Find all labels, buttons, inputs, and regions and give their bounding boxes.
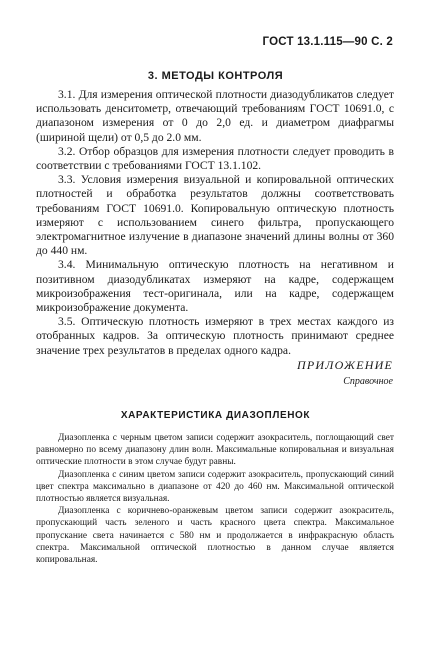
- characteristics-paragraph-brown-orange: Диазопленка с коричнево-оранжевым цветом записи содержит азокраситель, пропускающий часть зеленого и часть красного цвета спектра. Максимальное пропускание света начинается с 580 нм и продолжается в инфракрасную область спектра. Максимальной оптической плотностью в данном случае является копировальная.: [36, 506, 394, 566]
- paragraph-3-4: 3.4. Минимальную оптическую плотность на негативном и позитивном диазодубликатах измеряют на кадре, содержащем микроизображения тест-оригинала, или на кадре, содержащем микроизображение документа.: [36, 258, 394, 315]
- characteristics-paragraph-black: Диазопленка с черным цветом записи содержит азокраситель, поглощающий свет равномерно по всему диапазону длин волн. Максимальные копировальная и визуальная оптические плотности в этом случае будут равны.: [36, 433, 394, 468]
- page-header-code: ГОСТ 13.1.115—90 С. 2: [262, 36, 393, 48]
- paragraph-3-3: 3.3. Условия измерения визуальной и копировальной оптических плотностей и обработка результатов должны соответствовать требованиям ГОСТ 10691.0. Копировальную оптическую плотность измеряют с использованием синего фильтра, пропускающего электромагнитное излучение в диапазоне значений длины волны от 360 до 440 нм.: [36, 173, 394, 258]
- characteristics-paragraph-blue: Диазопленка с синим цветом записи содержит азокраситель, пропускающий синий цвет спектра максимально в диапазоне от 420 до 460 нм. Максимальной оптической плотностью является визуальная.: [36, 469, 394, 505]
- section-body: [36, 88, 394, 358]
- section-title: 3. МЕТОДЫ КОНТРОЛЯ: [147, 70, 284, 82]
- characteristics-title: ХАРАКТЕРИСТИКА ДИАЗОПЛЕНОК: [120, 410, 311, 421]
- paragraph-3-2: 3.2. Отбор образцов для измерения плотности следует проводить в соответствии с требованиями ГОСТ 13.1.102.: [36, 144, 394, 173]
- appendix-title: ПРИЛОЖЕНИЕ: [297, 358, 393, 372]
- paragraph-3-5: 3.5. Оптическую плотность измеряют в трех местах каждого из отобранных кадров. За оптическую плотность принимают среднее значение трех результатов в пределах одного кадра.: [36, 315, 394, 357]
- characteristics-body: [36, 432, 394, 566]
- paragraph-3-1: 3.1. Для измерения оптической плотности диазодубликатов следует использовать денситометр, отвечающий требованиям ГОСТ 10691.0, с диапазоном измерения от 0 до 2,0 ед. и диаметром диафрагмы (шириной щели) от 0,5 до 2.0 мм.: [36, 88, 394, 144]
- appendix-label: [297, 358, 393, 387]
- appendix-subtitle: Справочное: [343, 376, 393, 387]
